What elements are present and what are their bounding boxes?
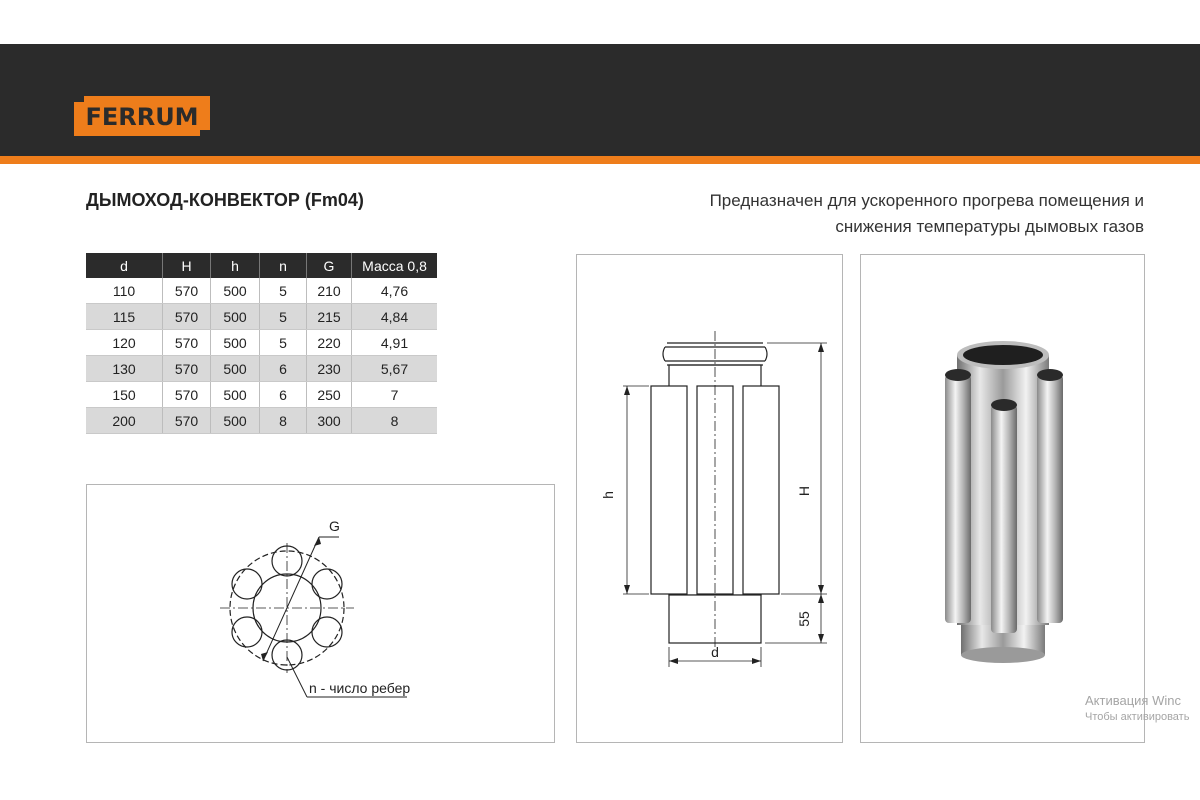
table-cell: 500 bbox=[211, 330, 260, 356]
watermark-line: Чтобы активировать bbox=[1085, 711, 1190, 723]
rib-circle bbox=[232, 617, 262, 647]
label-rib-count: n - число ребер bbox=[309, 680, 411, 696]
table-cell: 5 bbox=[260, 278, 307, 304]
table-cell: 8 bbox=[352, 408, 438, 434]
column-header-G: G bbox=[307, 253, 352, 278]
table-cell: 115 bbox=[86, 304, 163, 330]
logo-notch bbox=[200, 130, 210, 136]
arrow-icon bbox=[624, 585, 630, 594]
watermark-line: Активация Winc bbox=[1085, 693, 1181, 708]
label-55: 55 bbox=[796, 611, 812, 627]
product-description bbox=[710, 188, 1144, 240]
side-view-diagram-panel bbox=[576, 254, 843, 743]
photo-rib bbox=[991, 405, 1017, 633]
table-cell: 500 bbox=[211, 382, 260, 408]
table-header-row bbox=[86, 253, 437, 278]
table-row bbox=[86, 408, 437, 434]
table-cell: 570 bbox=[163, 278, 211, 304]
table-cell: 570 bbox=[163, 382, 211, 408]
product-title: ДЫМОХОД-КОНВЕКТОР (Fm04) bbox=[86, 190, 364, 210]
table-cell: 250 bbox=[307, 382, 352, 408]
column-header-h: h bbox=[211, 253, 260, 278]
rib bbox=[651, 386, 687, 594]
table-row bbox=[86, 356, 437, 382]
table-cell: 570 bbox=[163, 408, 211, 434]
spec-table bbox=[86, 253, 437, 434]
table-cell: 570 bbox=[163, 304, 211, 330]
arrow-icon bbox=[669, 658, 678, 664]
photo-rib bbox=[1037, 375, 1063, 623]
product-photo-panel bbox=[860, 254, 1145, 743]
table-cell: 500 bbox=[211, 356, 260, 382]
activation-watermark bbox=[1085, 693, 1189, 723]
table-row bbox=[86, 278, 437, 304]
arrow-icon bbox=[752, 658, 761, 664]
arrow-icon bbox=[818, 585, 824, 594]
table-cell: 215 bbox=[307, 304, 352, 330]
table-cell: 5 bbox=[260, 330, 307, 356]
arrow-icon bbox=[818, 634, 824, 643]
label-g: G bbox=[329, 518, 340, 534]
column-header-mass: Масса 0,8 bbox=[352, 253, 438, 278]
table-cell: 210 bbox=[307, 278, 352, 304]
table-cell: 6 bbox=[260, 356, 307, 382]
column-header-H: H bbox=[163, 253, 211, 278]
label-d: d bbox=[711, 644, 719, 660]
table-cell: 130 bbox=[86, 356, 163, 382]
table-cell: 6 bbox=[260, 382, 307, 408]
table-cell: 570 bbox=[163, 330, 211, 356]
photo-rib bbox=[945, 375, 971, 623]
table-cell: 110 bbox=[86, 278, 163, 304]
rib bbox=[743, 386, 779, 594]
table-cell: 4,76 bbox=[352, 278, 438, 304]
table-cell: 230 bbox=[307, 356, 352, 382]
arrow-icon bbox=[261, 652, 268, 661]
table-row bbox=[86, 382, 437, 408]
arrow-icon bbox=[314, 537, 321, 546]
photo-spigot-bottom bbox=[961, 647, 1045, 663]
table-cell: 500 bbox=[211, 278, 260, 304]
table-cell: 4,91 bbox=[352, 330, 438, 356]
g-dimension-line bbox=[263, 537, 319, 661]
table-cell: 5 bbox=[260, 304, 307, 330]
rib-circle bbox=[312, 569, 342, 599]
table-cell: 500 bbox=[211, 304, 260, 330]
photo-rib-top bbox=[945, 369, 971, 381]
table-cell: 570 bbox=[163, 356, 211, 382]
table-cell: 200 bbox=[86, 408, 163, 434]
top-view-diagram-panel bbox=[86, 484, 555, 743]
table-cell: 500 bbox=[211, 408, 260, 434]
convector-chimney-photo bbox=[861, 255, 1144, 742]
label-h: h bbox=[600, 491, 616, 499]
table-cell: 8 bbox=[260, 408, 307, 434]
photo-pipe-opening bbox=[963, 345, 1043, 365]
arrow-icon bbox=[818, 594, 824, 603]
table-row bbox=[86, 330, 437, 356]
table-cell: 220 bbox=[307, 330, 352, 356]
arrow-icon bbox=[818, 343, 824, 352]
table-cell: 7 bbox=[352, 382, 438, 408]
logo-notch bbox=[74, 96, 84, 102]
table-cell: 300 bbox=[307, 408, 352, 434]
label-H: H bbox=[796, 485, 812, 497]
table-cell: 150 bbox=[86, 382, 163, 408]
table-cell: 120 bbox=[86, 330, 163, 356]
table-cell: 4,84 bbox=[352, 304, 438, 330]
rib-circle bbox=[232, 569, 262, 599]
table-cell: 5,67 bbox=[352, 356, 438, 382]
photo-rib-top bbox=[1037, 369, 1063, 381]
ferrum-logo bbox=[72, 92, 212, 140]
arrow-icon bbox=[624, 386, 630, 395]
rib-circle bbox=[312, 617, 342, 647]
photo-rib-top bbox=[991, 399, 1017, 411]
side-view-diagram bbox=[577, 255, 842, 742]
column-header-d: d bbox=[86, 253, 163, 278]
description-line: снижения температуры дымовых газов bbox=[835, 217, 1144, 236]
logo-text: FERRUM bbox=[85, 103, 199, 131]
top-view-diagram bbox=[87, 485, 554, 742]
header-accent-stripe bbox=[0, 156, 1200, 164]
table-row bbox=[86, 304, 437, 330]
description-line: Предназначен для ускоренного прогрева помещения и bbox=[709, 191, 1144, 210]
column-header-n: n bbox=[260, 253, 307, 278]
